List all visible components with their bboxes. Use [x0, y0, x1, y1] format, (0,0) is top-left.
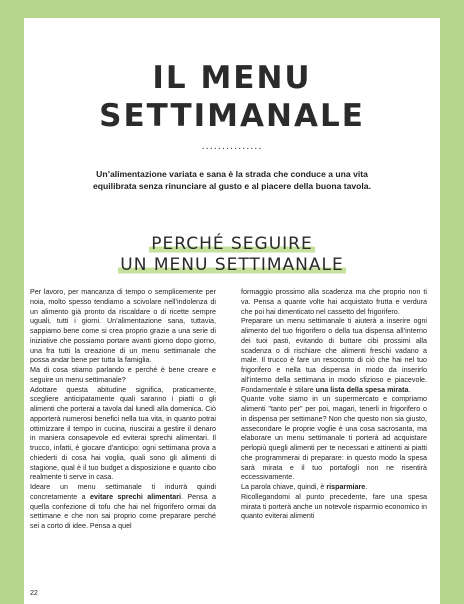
- right-p4-bold: risparmiare: [326, 483, 366, 491]
- left-paragraph-2: Ma di cosa stiamo parlando e perché è bene creare e seguire un menu settimanale?: [30, 366, 216, 384]
- book-page: [24, 18, 440, 604]
- left-paragraph-3: Adottare questa abitudine significa, praticamente, scegliere anticipatamente quali saranno i piatti o gli alimenti che porterai a tavola dal lunedì alla domenica. Ciò apporterà numerosi benefici nella tua vita, in quanto potrai ottimizzare il tempo in cucina, riuscirai a gestire il denaro in maniera consapevole ed eviterai sprechi alimentari. Il trucco, infatti, è giocare d’anticipo: ogni settimana prova a chiederti di cosa hai voglia, quali sono gli alimenti di stagione, qual è il tuo budget a disposizione e quanto cibo realmente ti serve in casa.: [30, 385, 216, 482]
- section-heading-line2: [24, 255, 440, 275]
- right-paragraph-5: Ricollegandomi al punto precedente, fare una spesa mirata ti porterà anche un notevole risparmio economico in quanto eviterai alimenti: [241, 492, 427, 521]
- page-title-line1: IL MENU: [152, 60, 312, 96]
- page-title-line2: SETTIMANALE: [99, 98, 365, 134]
- left-paragraph-4: [30, 483, 216, 532]
- right-paragraph-2: [241, 317, 427, 395]
- left-p4-text-b: . Pensa a quella confezione di tofu che hai nel frigorifero ormai da settimane e che non sai proprio come preparare perché sei a corto di idee. Pensa a quel: [30, 492, 216, 530]
- left-column: [30, 288, 216, 532]
- page-number: 22: [30, 590, 38, 597]
- right-paragraph-1: formaggio prossimo alla scadenza ma che proprio non ti va. Pensa a quante volte hai acquistato frutta e verdura che poi hai dimenticato nel cassetto del frigorifero.: [241, 288, 427, 316]
- right-paragraph-4: [241, 483, 427, 493]
- right-p4-text-a: La parola chiave, quindi, è: [241, 483, 327, 491]
- right-p2-text-a: Preparare un menu settimanale ti aiuterà a inserire ogni alimento del tuo frigorifero o della tua dispensa all’interno dei tuoi pasti, evitando di buttare cibi prossimi alla scadenza o di rischiare che alimenti freschi vadano a male. Il trucco è fare un resoconto di ciò che hai nel tuo frigorifero e nella tua dispensa in modo da inserirlo all’interno della settimana in modo sfizioso e piacevole. Fondamentale è stilare: [241, 317, 427, 394]
- right-p2-text-b: .: [408, 385, 411, 394]
- left-p4-bold: evitare sprechi alimentari: [90, 492, 181, 501]
- dotted-divider: ...............: [201, 140, 263, 152]
- left-paragraph-1: Per lavoro, per mancanza di tempo o semplicemente per noia, molto spesso tendiamo a scivolare nell’indolenza di un alimento già pronto da riscaldare o di ricette sempre uguali, tutti i giorni. Un’alimentazione sana, tuttavia, sappiamo bene come si crea proprio grazie a una serie di iniziative che possiamo portare avanti giorno dopo giorno, una fra tutti la creazione di un menu settimanale che possa andar bene per tutta la famiglia.: [30, 288, 216, 365]
- right-paragraph-3: Quante volte siamo in un supermercato e compriamo alimenti "tanto per" per poi, magari, tenerli in frigorifero o in dispensa per settimane? Non che questo non sia giusto, assecondare le proprie voglie è una cosa sacrosanta, ma elaborare un menu settimanale ti porterà ad acquistare perlopiù quegli alimenti per te necessari e attinenti ai piatti che programmerai di preparare: in questo modo la spesa sarà mirata e il tuo portafogli non ne risentirà eccessivamente.: [241, 395, 427, 482]
- right-p2-bold: una lista della spesa mirata: [315, 385, 409, 394]
- right-p4-text-b: .: [365, 483, 368, 491]
- right-column: [241, 288, 427, 522]
- left-p4-text-a: Ideare un menu settimanale ti indurrà quindi concretamente a: [30, 483, 216, 501]
- section-heading-line1-text: PERCHÉ SEGUIRE: [151, 234, 313, 254]
- intro-text: Un’alimentazione variata e sana è la strada che conduce a una vita equilibrata senza rinunciare al gusto e al piacere della buona tavola.: [93, 169, 371, 191]
- section-heading-line2-text: UN MENU SETTIMANALE: [120, 255, 344, 275]
- section-heading-line1: [24, 234, 440, 254]
